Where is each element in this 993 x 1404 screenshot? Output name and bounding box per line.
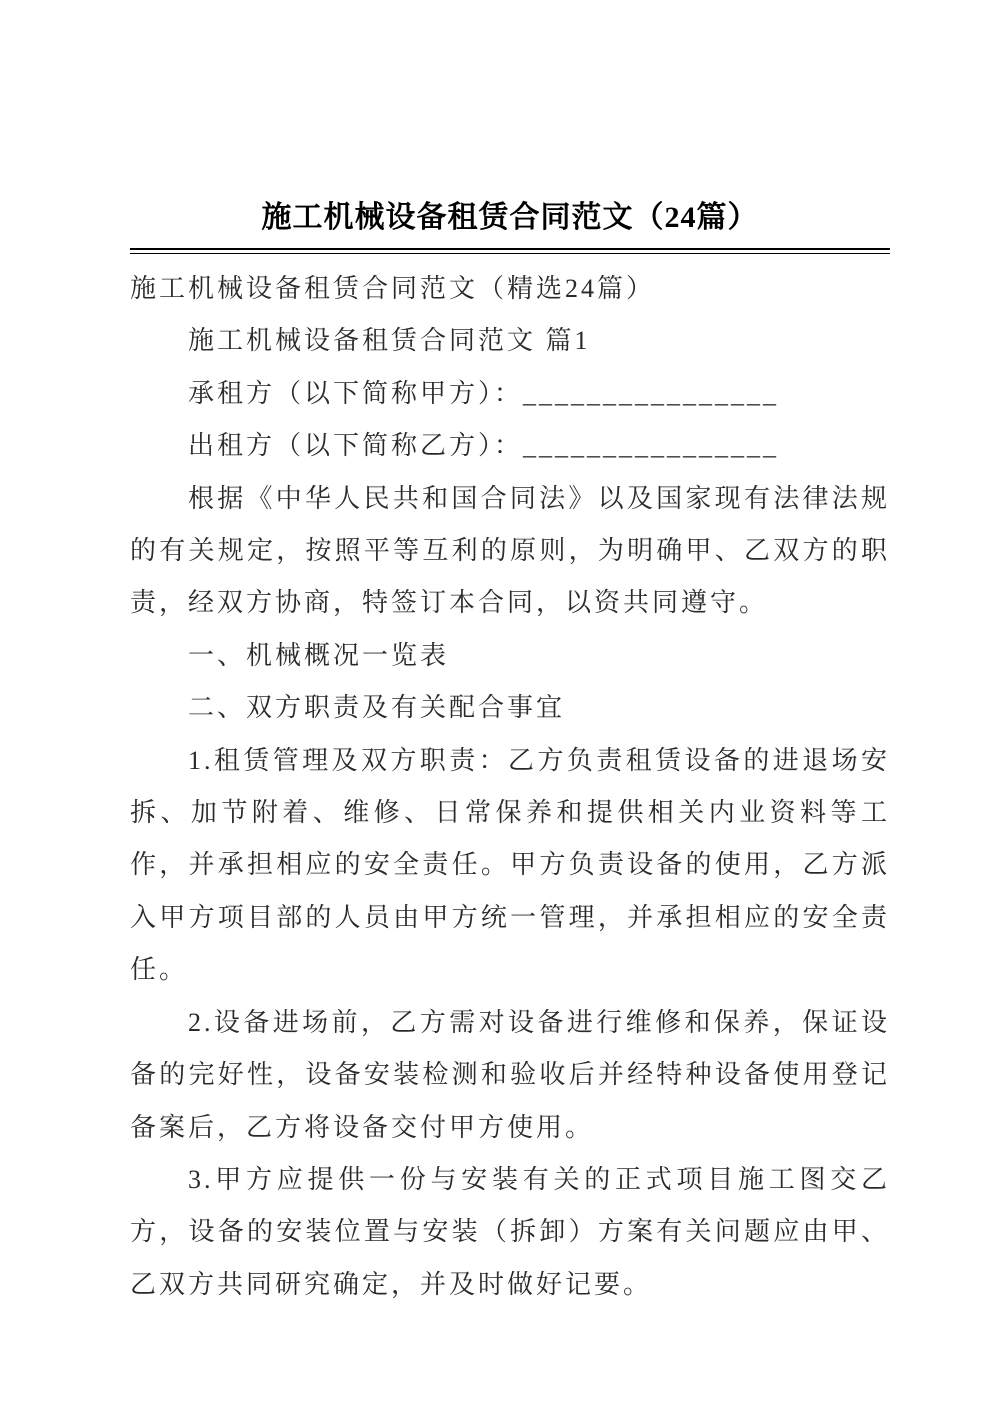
paragraph: 二、双方职责及有关配合事宜: [188, 693, 566, 723]
paragraph: 承租方（以下简称甲方）：________________: [188, 378, 780, 408]
document-title: 施工机械设备租赁合同范文（24篇）: [261, 201, 759, 234]
paragraph: 一、机械概况一览表: [188, 640, 450, 670]
paragraph: 施工机械设备租赁合同范文 篇1: [188, 326, 591, 356]
paragraph: 3.甲方应提供一份与安装有关的正式项目施工图交乙方，设备的安装位置与安装（拆卸）方案有关问题应由甲、乙双方共同研究确定，并及时做好记要。: [130, 1164, 890, 1299]
document-body: [130, 263, 890, 1311]
paragraph: 2.设备进场前，乙方需对设备进行维修和保养，保证设备的完好性，设备安装检测和验收后并经特种设备使用登记备案后，乙方将设备交付甲方使用。: [130, 1007, 890, 1142]
paragraph: 出租方（以下简称乙方）：________________: [188, 431, 780, 461]
paragraph: 根据《中华人民共和国合同法》以及国家现有法律法规的有关规定，按照平等互利的原则，为明确甲、乙双方的职责，经双方协商，特签订本合同，以资共同遵守。: [130, 483, 890, 618]
paragraph: 施工机械设备租赁合同范文（精选24篇）: [130, 274, 656, 303]
title-divider-rule: [130, 248, 890, 254]
paragraph: 1.租赁管理及双方职责：乙方负责租赁设备的进退场安拆、加节附着、维修、日常保养和提供相关内业资料等工作，并承担相应的安全责任。甲方负责设备的使用，乙方派入甲方项目部的人员由甲方统一管理，并承担相应的安全责任。: [130, 745, 890, 985]
